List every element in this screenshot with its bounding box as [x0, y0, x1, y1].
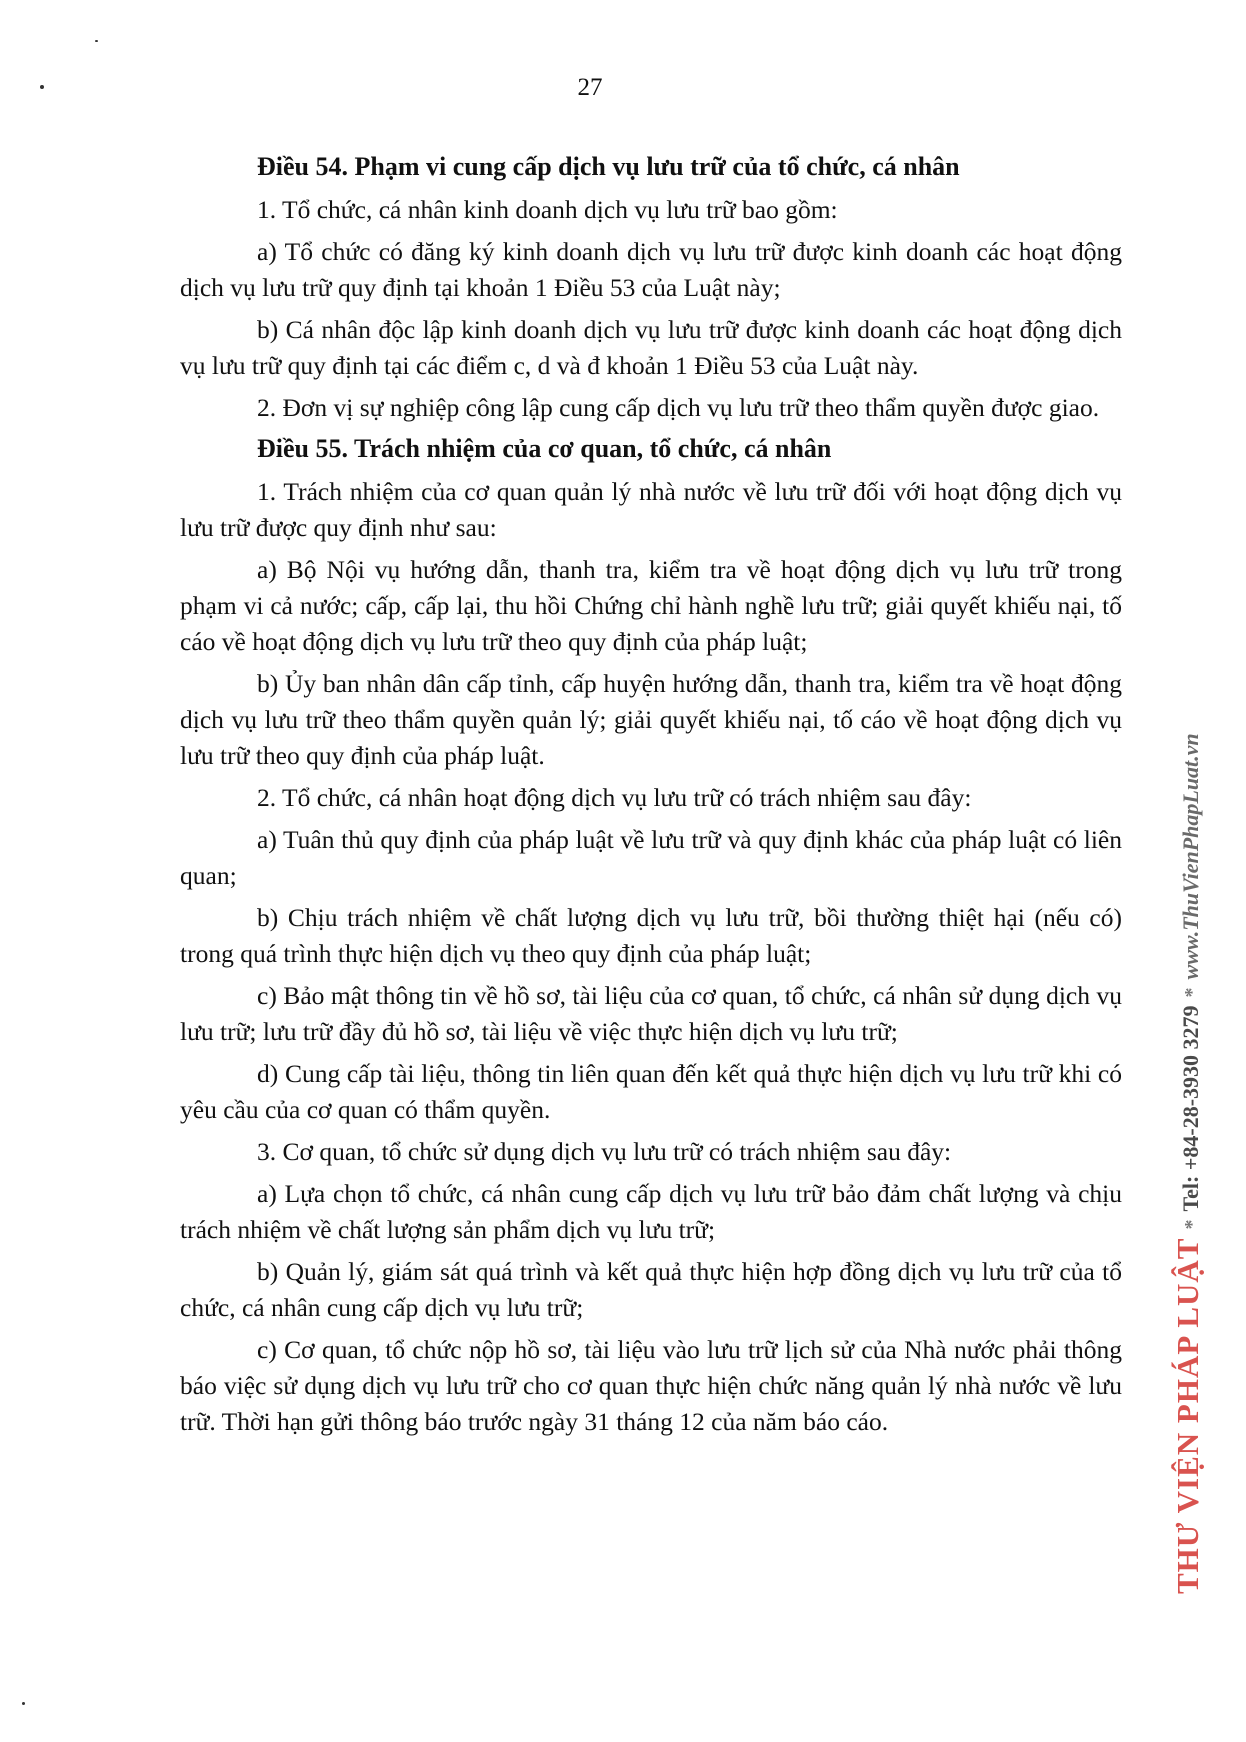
- watermark: [1170, 300, 1230, 1630]
- article-paragraph: 2. Đơn vị sự nghiệp công lập cung cấp dịch vụ lưu trữ theo thẩm quyền được giao.: [257, 393, 1100, 422]
- scan-speck: [22, 1702, 25, 1705]
- watermark-url: www.ThuVienPhapLuat.vn: [1178, 733, 1203, 980]
- document-body: [180, 150, 1122, 1446]
- article-paragraph: 2. Tổ chức, cá nhân hoạt động dịch vụ lưu trữ có trách nhiệm sau đây:: [257, 783, 972, 812]
- article-heading: Điều 54. Phạm vi cung cấp dịch vụ lưu trữ của tổ chức, cá nhân: [257, 152, 960, 181]
- watermark-tel: Tel: +84-28-3930 3279: [1178, 1005, 1203, 1212]
- article-paragraph: b) Ủy ban nhân dân cấp tỉnh, cấp huyện hướng dẫn, thanh tra, kiểm tra về hoạt động dịch vụ lưu trữ theo thẩm quyền quản lý; giải quyết khiếu nại, tố cáo về hoạt động dịch vụ lưu trữ theo quy định của pháp luật.: [180, 669, 1122, 770]
- article-paragraph: 3. Cơ quan, tổ chức sử dụng dịch vụ lưu trữ có trách nhiệm sau đây:: [257, 1137, 952, 1166]
- article-heading: Điều 55. Trách nhiệm của cơ quan, tổ chức, cá nhân: [257, 434, 832, 463]
- watermark-brand: THƯ VIỆN PHÁP LUẬT: [1170, 1237, 1205, 1594]
- article-55: [180, 432, 1122, 1440]
- article-paragraph: 1. Trách nhiệm của cơ quan quản lý nhà nước về lưu trữ đối với hoạt động dịch vụ lưu trữ được quy định như sau:: [180, 477, 1122, 542]
- scan-speck: [95, 40, 98, 42]
- article-paragraph: a) Lựa chọn tổ chức, cá nhân cung cấp dịch vụ lưu trữ bảo đảm chất lượng và chịu trách nhiệm về chất lượng sản phẩm dịch vụ lưu trữ;: [180, 1179, 1122, 1244]
- article-paragraph: b) Quản lý, giám sát quá trình và kết quả thực hiện hợp đồng dịch vụ lưu trữ của tổ chức, cá nhân cung cấp dịch vụ lưu trữ;: [180, 1257, 1122, 1322]
- article-paragraph: a) Tổ chức có đăng ký kinh doanh dịch vụ lưu trữ được kinh doanh các hoạt động dịch vụ lưu trữ quy định tại khoản 1 Điều 53 của Luật này;: [180, 237, 1122, 302]
- watermark-text: [1170, 274, 1206, 1594]
- star-icon: *: [1181, 1219, 1203, 1230]
- article-paragraph: c) Cơ quan, tổ chức nộp hồ sơ, tài liệu vào lưu trữ lịch sử của Nhà nước phải thông báo việc sử dụng dịch vụ lưu trữ cho cơ quan thực hiện chức năng quản lý nhà nước về lưu trữ. Thời hạn gửi thông báo trước ngày 31 tháng 12 của năm báo cáo.: [180, 1335, 1122, 1436]
- article-paragraph: 1. Tổ chức, cá nhân kinh doanh dịch vụ lưu trữ bao gồm:: [257, 195, 838, 224]
- star-icon: *: [1181, 987, 1203, 998]
- page-number: 27: [577, 74, 603, 101]
- article-paragraph: a) Bộ Nội vụ hướng dẫn, thanh tra, kiểm tra về hoạt động dịch vụ lưu trữ trong phạm vi cả nước; cấp, cấp lại, thu hồi Chứng chỉ hành nghề lưu trữ; giải quyết khiếu nại, tố cáo về hoạt động dịch vụ lưu trữ theo quy định của pháp luật;: [180, 555, 1122, 656]
- article-paragraph: a) Tuân thủ quy định của pháp luật về lưu trữ và quy định khác của pháp luật có liên quan;: [180, 825, 1122, 890]
- article-paragraph: b) Chịu trách nhiệm về chất lượng dịch vụ lưu trữ, bồi thường thiệt hại (nếu có) trong quá trình thực hiện dịch vụ theo quy định của pháp luật;: [180, 903, 1122, 968]
- article-paragraph: c) Bảo mật thông tin về hồ sơ, tài liệu của cơ quan, tổ chức, cá nhân sử dụng dịch vụ lưu trữ; lưu trữ đầy đủ hồ sơ, tài liệu về việc thực hiện dịch vụ lưu trữ;: [180, 981, 1122, 1046]
- article-paragraph: d) Cung cấp tài liệu, thông tin liên quan đến kết quả thực hiện dịch vụ lưu trữ khi có yêu cầu của cơ quan có thẩm quyền.: [180, 1059, 1122, 1124]
- article-54: [180, 150, 1122, 426]
- article-paragraph: b) Cá nhân độc lập kinh doanh dịch vụ lưu trữ được kinh doanh các hoạt động dịch vụ lưu trữ quy định tại các điểm c, d và đ khoản 1 Điều 53 của Luật này.: [180, 315, 1122, 380]
